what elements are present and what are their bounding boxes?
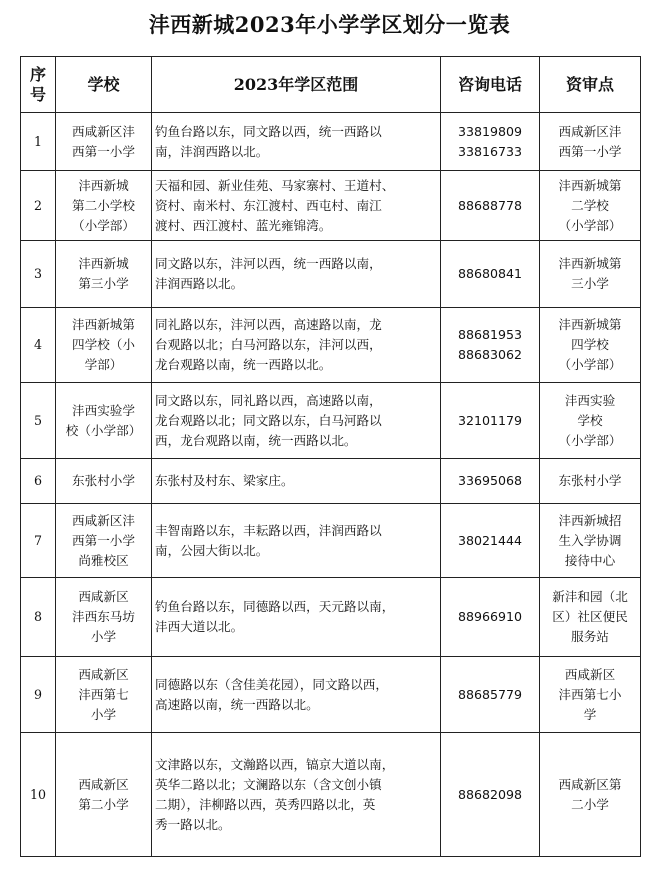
review-point: 沣西新城第 二学校 （小学部） [540, 171, 641, 241]
header-row [21, 57, 641, 113]
school-name: 西咸新区沣 西第一小学 [56, 113, 152, 171]
district-range: 钓鱼台路以东，同德路以西，天元路以南， 沣西大道以北。 [152, 578, 441, 657]
table-row [21, 578, 641, 657]
review-point: 东张村小学 [540, 459, 641, 504]
district-range: 钓鱼台路以东，同文路以西，统一西路以 南，沣润西路以北。 [152, 113, 441, 171]
contact-phone: 33695068 [441, 459, 540, 504]
school-name: 西咸新区 沣西东马坊 小学 [56, 578, 152, 657]
row-number: 2 [21, 171, 56, 241]
district-range: 文津路以东，文瀚路以西，镐京大道以南， 英华二路以北；文澜路以东（含文创小镇 二期），沣柳路以西，英秀四路以北，英 秀一路以北。 [152, 733, 441, 857]
row-number: 3 [21, 241, 56, 308]
header-range: 2023年学区范围 [152, 57, 441, 113]
review-point: 沣西新城第 四学校 （小学部） [540, 308, 641, 383]
table-row [21, 113, 641, 171]
district-range: 丰智南路以东，丰耘路以西，沣润西路以 南，公园大街以北。 [152, 504, 441, 578]
school-name: 沣西新城 第二小学校 （小学部） [56, 171, 152, 241]
school-name: 沣西实验学 校（小学部） [56, 383, 152, 459]
row-number: 1 [21, 113, 56, 171]
contact-phone: 88688778 [441, 171, 540, 241]
review-point: 沣西新城第 三小学 [540, 241, 641, 308]
row-number: 9 [21, 657, 56, 733]
header-phone: 咨询电话 [441, 57, 540, 113]
review-point: 西咸新区沣 西第一小学 [540, 113, 641, 171]
district-range: 东张村及村东、梁家庄。 [152, 459, 441, 504]
contact-phone: 88682098 [441, 733, 540, 857]
contact-phone: 88685779 [441, 657, 540, 733]
district-range: 同文路以东，沣河以西，统一西路以南， 沣润西路以北。 [152, 241, 441, 308]
contact-phone: 88681953 88683062 [441, 308, 540, 383]
school-name: 西咸新区 沣西第七 小学 [56, 657, 152, 733]
table-row [21, 504, 641, 578]
header-no: 序 号 [21, 57, 56, 113]
contact-phone: 88680841 [441, 241, 540, 308]
row-number: 4 [21, 308, 56, 383]
table-row [21, 383, 641, 459]
table-row [21, 171, 641, 241]
contact-phone: 33819809 33816733 [441, 113, 540, 171]
header-review: 资审点 [540, 57, 641, 113]
school-name: 沣西新城第 四学校（小 学部） [56, 308, 152, 383]
row-number: 10 [21, 733, 56, 857]
review-point: 西咸新区第 二小学 [540, 733, 641, 857]
contact-phone: 32101179 [441, 383, 540, 459]
contact-phone: 38021444 [441, 504, 540, 578]
review-point: 新沣和园（北 区）社区便民 服务站 [540, 578, 641, 657]
review-point: 沣西实验 学校 （小学部） [540, 383, 641, 459]
school-name: 东张村小学 [56, 459, 152, 504]
school-name: 西咸新区沣 西第一小学 尚雅校区 [56, 504, 152, 578]
table-row [21, 241, 641, 308]
table-row [21, 657, 641, 733]
table-row [21, 733, 641, 857]
review-point: 沣西新城招 生入学协调 接待中心 [540, 504, 641, 578]
school-name: 沣西新城 第三小学 [56, 241, 152, 308]
row-number: 5 [21, 383, 56, 459]
row-number: 7 [21, 504, 56, 578]
header-school: 学校 [56, 57, 152, 113]
table-row [21, 308, 641, 383]
table-row [21, 459, 641, 504]
row-number: 6 [21, 459, 56, 504]
school-district-table [20, 56, 641, 857]
district-range: 天福和园、新业佳苑、马家寨村、王道村、 资村、南米村、东江渡村、西屯村、南江 渡村、西江渡村、蓝光雍锦湾。 [152, 171, 441, 241]
review-point: 西咸新区 沣西第七小 学 [540, 657, 641, 733]
row-number: 8 [21, 578, 56, 657]
school-name: 西咸新区 第二小学 [56, 733, 152, 857]
district-range: 同礼路以东，沣河以西，高速路以南，龙 台观路以北；白马河路以东，沣河以西， 龙台观路以南，统一西路以北。 [152, 308, 441, 383]
page-title: 沣西新城2023年小学学区划分一览表 [148, 12, 511, 37]
district-range: 同文路以东，同礼路以西，高速路以南， 龙台观路以北；同文路以东，白马河路以 西，龙台观路以南，统一西路以北。 [152, 383, 441, 459]
district-range: 同德路以东（含佳美花园），同文路以西， 高速路以南，统一西路以北。 [152, 657, 441, 733]
contact-phone: 88966910 [441, 578, 540, 657]
